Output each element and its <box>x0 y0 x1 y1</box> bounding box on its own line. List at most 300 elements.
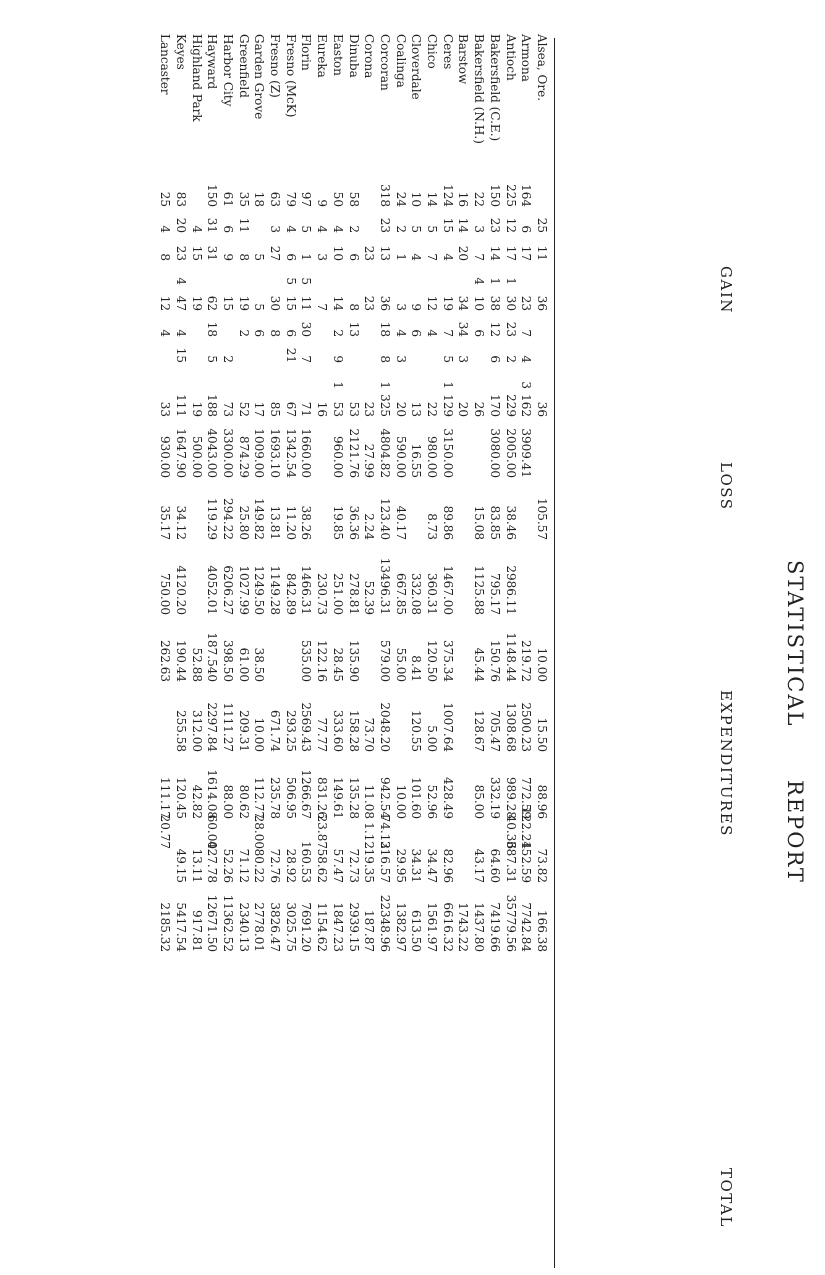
table-cell: 3 <box>393 303 408 311</box>
table-cell: 18 <box>378 321 392 337</box>
table-cell: 36.36 <box>346 505 361 540</box>
city-name: Hayward <box>205 34 220 90</box>
table-cell: 613.50 <box>409 910 424 952</box>
table-cell: 89.86 <box>440 505 455 540</box>
table-cell: 23.87 <box>315 814 330 849</box>
table-cell: 7 <box>299 355 314 363</box>
table-cell: 85.00 <box>472 784 487 819</box>
city-name: Lancaster <box>158 34 173 95</box>
table-cell: 162 <box>519 394 534 417</box>
table-cell: 6 <box>221 225 235 233</box>
table-cell: 4 <box>393 329 408 337</box>
table-cell: 4 <box>425 329 440 337</box>
table-cell: 7 <box>440 329 455 337</box>
table-cell <box>457 682 471 752</box>
table-cell: 13496.31 <box>378 557 392 615</box>
table-cell: 187.540 <box>205 632 220 682</box>
table-cell: 111 <box>173 394 188 417</box>
table-cell <box>158 813 172 883</box>
header-gain: GAIN <box>717 266 735 314</box>
table-cell: 30 <box>503 295 518 311</box>
table-cell: 36 <box>535 401 549 417</box>
city-name: Armona <box>519 34 534 82</box>
header-loss: LOSS <box>717 462 735 511</box>
table-cell: 11.08 <box>362 784 377 819</box>
table-cell: 38.50 <box>252 647 267 682</box>
table-cell: 1154.62 <box>315 902 330 952</box>
table-cell: 506.95 <box>283 777 298 819</box>
table-row <box>394 0 408 1275</box>
table-cell: 312.00 <box>189 710 204 752</box>
table-cell: 101.60 <box>409 777 424 819</box>
table-cell: 428.49 <box>440 777 455 819</box>
table-cell: 316.57 <box>378 841 392 883</box>
table-cell: 149.82 <box>252 498 267 540</box>
table-cell <box>315 408 329 478</box>
table-cell: 3 <box>472 225 487 233</box>
table-cell: 13.11 <box>189 848 204 883</box>
table-row <box>378 0 392 1275</box>
city-name: Corcoran <box>378 34 392 91</box>
table-cell: 19 <box>440 295 455 311</box>
table-cell: 5 <box>425 225 440 233</box>
table-cell: 579.00 <box>378 640 392 682</box>
table-cell: 750.00 <box>158 573 173 615</box>
table-cell: 2005.00 <box>503 428 518 478</box>
table-cell: 8 <box>236 253 251 261</box>
table-cell: 14 <box>425 191 440 207</box>
table-cell: 122.16 <box>315 640 330 682</box>
table-cell: 19 <box>236 295 251 311</box>
table-cell: 318 <box>378 184 392 207</box>
table-cell: 88.96 <box>535 784 549 819</box>
table-row <box>174 0 188 1275</box>
table-cell: 10.00 <box>393 784 408 819</box>
table-cell: 4804.82 <box>378 428 392 478</box>
table-cell: 14 <box>330 295 345 311</box>
table-cell: 5417.54 <box>173 902 188 952</box>
table-cell: 122.24 <box>519 807 534 849</box>
table-cell: 1466.31 <box>299 565 314 615</box>
city-name: Garden Grove <box>252 34 267 120</box>
table-cell: 360.31 <box>425 573 440 615</box>
table-cell: 10 <box>330 245 345 261</box>
table-cell: 23 <box>362 401 377 417</box>
table-row <box>425 0 439 1275</box>
table-cell <box>457 813 471 883</box>
table-cell: 13 <box>378 245 392 261</box>
table-cell: 8.73 <box>425 513 440 540</box>
table-cell: 3080.00 <box>487 428 502 478</box>
table-cell: 80.22 <box>252 848 267 883</box>
table-cell: 35 <box>236 191 251 207</box>
table-cell: 229 <box>503 394 518 417</box>
table-cell: 18 <box>252 191 267 207</box>
table-row <box>472 0 486 1275</box>
table-cell <box>535 545 549 615</box>
table-cell: 1467.00 <box>440 565 455 615</box>
table-cell: 1382.97 <box>393 902 408 952</box>
table-cell: 6 <box>519 225 534 233</box>
table-cell: 2048.20 <box>378 702 392 752</box>
table-cell <box>519 470 533 540</box>
table-cell: 135.28 <box>346 777 361 819</box>
table-cell: 45.44 <box>472 647 487 682</box>
table-cell: 188 <box>205 394 220 417</box>
table-cell: 112.77 <box>252 777 267 819</box>
table-cell: 251.00 <box>330 573 345 615</box>
table-row <box>237 0 251 1275</box>
table-row <box>504 0 518 1275</box>
table-cell: 190.44 <box>173 640 188 682</box>
table-cell: 28.92 <box>283 848 298 883</box>
table-cell <box>394 682 408 752</box>
table-cell: 23 <box>362 295 377 311</box>
table-cell <box>315 470 329 540</box>
table-cell: 12 <box>503 217 518 233</box>
table-cell: 3 <box>456 355 471 363</box>
table-cell: 1 <box>330 381 345 389</box>
table-cell: 13.81 <box>268 505 283 540</box>
table-cell: 61 <box>221 191 235 207</box>
table-cell: 4 <box>409 253 424 261</box>
table-cell: 160.53 <box>299 841 314 883</box>
table-cell: 120.45 <box>173 777 188 819</box>
table-row <box>221 0 235 1275</box>
city-name: Greenfield <box>236 34 251 98</box>
table-cell: 35.17 <box>158 505 173 540</box>
table-cell: 3 <box>393 355 408 363</box>
table-cell: 4 <box>519 355 534 363</box>
table-cell: 34 <box>456 295 471 311</box>
city-name: Coalinga <box>393 34 408 88</box>
table-cell: 80.62 <box>236 784 251 819</box>
table-cell: 705.47 <box>487 710 502 752</box>
table-cell: 187.87 <box>362 910 377 952</box>
table-cell: 1111.27 <box>221 702 235 752</box>
table-cell: 590.00 <box>393 436 408 478</box>
table-cell: 3 <box>268 225 283 233</box>
table-cell: 1266.67 <box>299 769 314 819</box>
table-cell: 15.08 <box>472 505 487 540</box>
table-cell: 150 <box>205 184 220 207</box>
table-cell: 124 <box>440 184 455 207</box>
table-cell: 2185.32 <box>158 902 173 952</box>
table-cell: 120.50 <box>425 640 440 682</box>
table-cell: 19.35 <box>362 848 377 883</box>
table-cell: 33 <box>158 401 173 417</box>
table-cell: 1009.00 <box>252 428 267 478</box>
table-cell: 28.00 <box>252 814 267 849</box>
table-cell: 34.31 <box>409 848 424 883</box>
table-cell: 170 <box>487 394 502 417</box>
table-cell: 1.12 <box>362 822 377 849</box>
table-cell: 20 <box>456 401 471 417</box>
table-cell: 1308.68 <box>503 702 518 752</box>
city-name: Alsea, Ore. <box>535 34 549 102</box>
table-cell: 25 <box>535 217 549 233</box>
table-cell: 10.00 <box>535 647 549 682</box>
table-cell: 22 <box>472 191 487 207</box>
table-cell: 387.31 <box>503 841 518 883</box>
table-cell: 83.85 <box>487 505 502 540</box>
table-cell: 22 <box>425 401 440 417</box>
table-cell: 97 <box>299 191 314 207</box>
table-cell: 2 <box>330 329 345 337</box>
table-cell <box>472 408 486 478</box>
table-cell: 4 <box>283 225 298 233</box>
table-cell: 4043.00 <box>205 428 220 478</box>
table-cell: 60.00 <box>205 814 220 849</box>
table-cell: 2939.15 <box>346 902 361 952</box>
table-cell: 1693.10 <box>268 428 283 478</box>
table-cell: 35779.56 <box>503 894 518 952</box>
table-cell: 5 <box>299 225 314 233</box>
header-rule <box>554 38 555 1268</box>
table-cell: 262.63 <box>158 640 173 682</box>
table-cell: 10.00 <box>252 717 267 752</box>
table-cell: 120.55 <box>409 710 424 752</box>
table-cell: 158.28 <box>346 710 361 752</box>
table-cell: 31 <box>205 245 220 261</box>
table-cell <box>190 545 204 615</box>
table-cell: 209.31 <box>236 710 251 752</box>
table-cell <box>457 612 471 682</box>
table-cell: 4 <box>330 225 345 233</box>
table-cell: 5 <box>299 277 314 285</box>
table-cell: 4 <box>315 225 330 233</box>
table-cell: 2778.01 <box>252 902 267 952</box>
table-cell: 8 <box>346 303 361 311</box>
table-cell: 40.17 <box>393 505 408 540</box>
table-cell: 842.89 <box>283 573 298 615</box>
table-cell: 11 <box>299 295 314 311</box>
table-cell: 20 <box>393 401 408 417</box>
table-cell <box>284 612 298 682</box>
table-cell <box>268 612 282 682</box>
table-cell: 1743.22 <box>456 902 471 952</box>
table-cell: 2.24 <box>362 513 377 540</box>
table-cell <box>457 545 471 615</box>
table-cell: 427.78 <box>205 841 220 883</box>
table-row <box>362 0 376 1275</box>
table-cell: 960.00 <box>330 436 345 478</box>
table-cell: 5 <box>283 277 298 285</box>
table-cell: 5 <box>205 355 220 363</box>
table-cell: 15 <box>173 347 188 363</box>
table-cell: 1027.99 <box>236 565 251 615</box>
table-row <box>488 0 502 1275</box>
table-cell: 2 <box>236 329 251 337</box>
city-name: Ceres <box>440 34 455 70</box>
table-cell: 40.36 <box>503 814 518 849</box>
table-cell: 30 <box>299 321 314 337</box>
table-cell: 16 <box>456 191 471 207</box>
table-cell: 58.62 <box>315 848 330 883</box>
table-cell: 9 <box>315 199 330 207</box>
table-cell: 398.50 <box>221 640 235 682</box>
table-cell: 73 <box>221 401 235 417</box>
table-cell: 23 <box>519 295 534 311</box>
table-cell: 19 <box>189 401 204 417</box>
table-cell: 164 <box>519 184 534 207</box>
table-cell: 8.41 <box>409 655 424 682</box>
table-cell: 42.82 <box>189 784 204 819</box>
table-cell: 36 <box>378 295 392 311</box>
table-cell: 27.99 <box>362 443 377 478</box>
table-cell: 1007.64 <box>440 702 455 752</box>
table-cell: 105.57 <box>535 498 549 540</box>
table-cell: 671.74 <box>268 710 283 752</box>
table-cell: 79 <box>283 191 298 207</box>
table-cell: 1847.23 <box>330 902 345 952</box>
table-cell: 23 <box>487 217 502 233</box>
table-cell: 1 <box>440 381 455 389</box>
table-cell: 7 <box>472 253 487 261</box>
table-cell: 3150.00 <box>440 428 455 478</box>
table-cell: 23 <box>173 245 188 261</box>
table-cell: 15 <box>440 217 455 233</box>
table-cell: 38 <box>487 295 502 311</box>
table-cell: 2 <box>393 225 408 233</box>
table-cell: 12 <box>487 321 502 337</box>
table-cell: 4 <box>158 329 173 337</box>
table-cell: 26 <box>472 401 487 417</box>
table-cell: 8 <box>158 253 173 261</box>
table-cell: 24 <box>393 191 408 207</box>
table-cell <box>190 470 204 540</box>
table-cell: 25.80 <box>236 505 251 540</box>
table-cell: 4120.20 <box>173 565 188 615</box>
table-cell: 123.40 <box>378 498 392 540</box>
city-name: Fresno (McK) <box>283 34 298 118</box>
table-cell: 4 <box>173 277 188 285</box>
table-cell: 20 <box>173 217 188 233</box>
table-cell: 1 <box>393 253 408 261</box>
table-cell <box>535 408 549 478</box>
table-row <box>457 0 471 1275</box>
table-row <box>300 0 314 1275</box>
table-row <box>535 0 549 1275</box>
header-total: TOTAL <box>717 1168 735 1228</box>
table-cell: 14 <box>487 245 502 261</box>
table-cell: 38.26 <box>299 505 314 540</box>
table-cell: 278.81 <box>346 573 361 615</box>
table-cell: 7742.84 <box>519 902 534 952</box>
table-cell <box>519 545 533 615</box>
table-cell: 19 <box>189 295 204 311</box>
table-cell: 34 <box>456 321 471 337</box>
table-cell: 88.00 <box>221 784 235 819</box>
table-cell: 12 <box>158 295 173 311</box>
table-cell: 1249.50 <box>252 565 267 615</box>
table-cell: 4 <box>173 329 188 337</box>
table-cell: 62 <box>205 295 220 311</box>
table-row <box>268 0 282 1275</box>
table-cell: 10 <box>409 191 424 207</box>
table-cell: 4 <box>158 225 173 233</box>
report-title-report: REPORT <box>783 780 807 884</box>
table-cell: 67 <box>283 401 298 417</box>
table-cell: 22348.96 <box>378 894 392 952</box>
table-cell: 17 <box>519 245 534 261</box>
table-cell: 3909.41 <box>519 428 534 478</box>
table-cell: 1614.08 <box>205 769 220 819</box>
table-cell: 3300.00 <box>221 428 235 478</box>
table-cell: 375.34 <box>440 640 455 682</box>
table-row <box>519 0 533 1275</box>
table-cell: 4 <box>189 225 204 233</box>
table-cell: 1437.80 <box>472 902 487 952</box>
table-row <box>190 0 204 1275</box>
table-row <box>347 0 361 1275</box>
table-cell: 13 <box>409 401 424 417</box>
table-cell: 15 <box>221 295 235 311</box>
table-cell <box>362 612 376 682</box>
table-cell: 64.60 <box>487 848 502 883</box>
city-name: Chico <box>425 34 440 69</box>
city-name: Bakersfield (N.H.) <box>472 34 487 144</box>
table-cell: 149.61 <box>330 777 345 819</box>
table-cell: 20.77 <box>158 814 173 849</box>
table-cell: 6206.27 <box>221 565 235 615</box>
table-row <box>158 0 172 1275</box>
table-cell: 219.72 <box>519 640 534 682</box>
table-cell: 6 <box>252 329 267 337</box>
table-cell: 6 <box>472 329 487 337</box>
table-cell: 72.76 <box>268 848 283 883</box>
table-cell: 16.55 <box>409 443 424 478</box>
table-row <box>205 0 219 1275</box>
table-cell: 11.20 <box>283 505 298 540</box>
table-cell: 28.45 <box>330 647 345 682</box>
table-row <box>331 0 345 1275</box>
table-cell: 23 <box>503 321 518 337</box>
table-cell: 795.17 <box>487 573 502 615</box>
table-cell: 12 <box>425 295 440 311</box>
table-cell: 9 <box>409 303 424 311</box>
table-cell: 2 <box>503 355 518 363</box>
table-cell: 831.26 <box>315 777 330 819</box>
table-cell: 150.76 <box>487 640 502 682</box>
table-cell: 980.00 <box>425 436 440 478</box>
table-cell: 1660.00 <box>299 428 314 478</box>
table-cell: 49.15 <box>173 848 188 883</box>
table-cell: 5 <box>409 225 424 233</box>
table-cell: 57.47 <box>330 848 345 883</box>
table-cell: 11 <box>535 245 549 261</box>
table-row <box>315 0 329 1275</box>
table-cell <box>158 682 172 752</box>
table-cell: 53 <box>346 401 361 417</box>
table-cell: 3025.75 <box>283 902 298 952</box>
table-cell: 5 <box>440 355 455 363</box>
table-cell: 3 <box>519 381 534 389</box>
table-cell: 1 <box>487 277 502 285</box>
table-cell: 1561.97 <box>425 902 440 952</box>
table-cell: 11362.52 <box>221 894 235 952</box>
table-cell: 71 <box>299 401 314 417</box>
table-cell: 58 <box>346 191 361 207</box>
table-cell: 71.12 <box>236 848 251 883</box>
table-cell: 293.25 <box>283 710 298 752</box>
table-cell <box>409 470 423 540</box>
table-cell: 7419.66 <box>487 902 502 952</box>
table-cell <box>457 470 471 540</box>
table-cell: 1149.28 <box>268 565 283 615</box>
table-cell: 31 <box>205 217 220 233</box>
table-row <box>284 0 298 1275</box>
